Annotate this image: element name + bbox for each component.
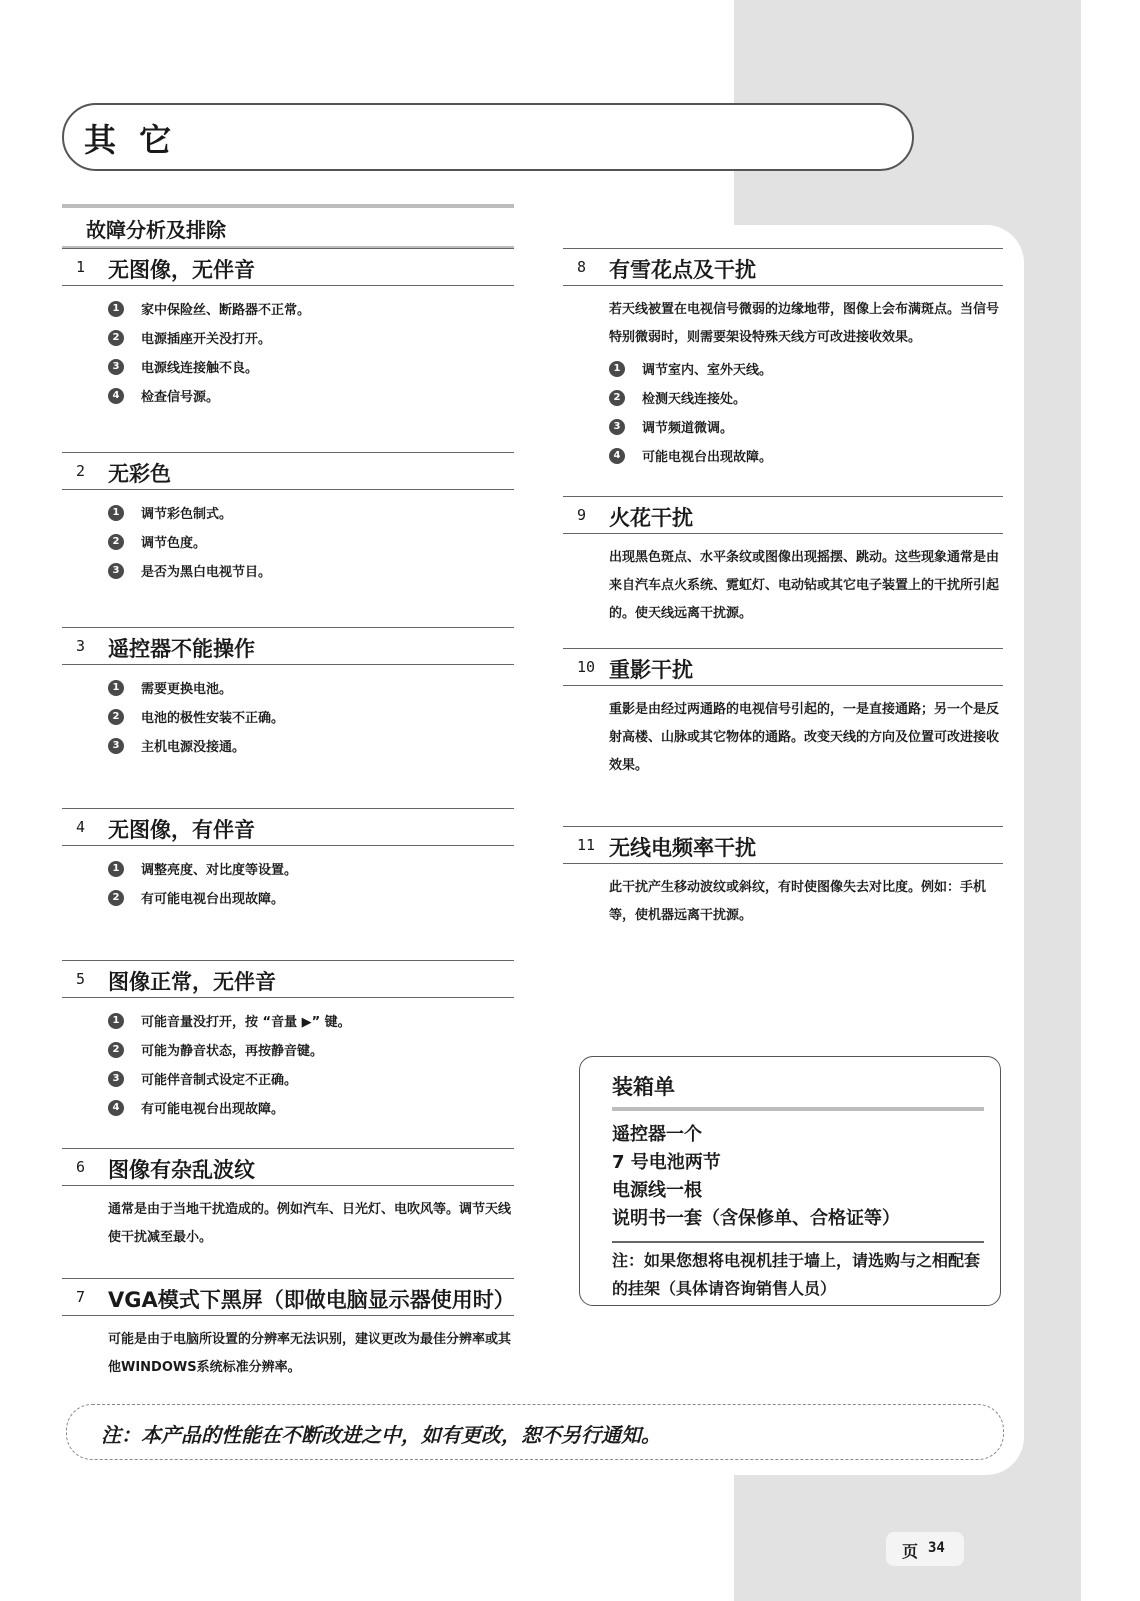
- number-bullet-icon: 1: [108, 1013, 124, 1029]
- list-item: 3 是否为黑白电视节目。: [108, 556, 514, 585]
- number-bullet-icon: 1: [108, 301, 124, 317]
- section-title: 遥控器不能操作: [108, 637, 255, 661]
- section-number: 11: [577, 836, 596, 854]
- section-title: 无线电频率干扰: [609, 836, 756, 860]
- section-8-text: 若天线被置在电视信号微弱的边缘地带，图像上会布满斑点。当信号特别微弱时，则需要架设特殊天线方可改进接收效果。: [609, 302, 1000, 345]
- section-number: 6: [76, 1158, 86, 1176]
- section-3: [62, 627, 514, 760]
- number-bullet-icon: 2: [108, 1042, 124, 1058]
- packing-list: [612, 1121, 900, 1233]
- section-5-items: [62, 998, 514, 1122]
- list-item: 7 号电池两节: [612, 1152, 721, 1173]
- section-4-items: [62, 846, 514, 912]
- list-item: 2 检测天线连接处。: [609, 383, 1003, 412]
- list-item: 3 可能伴音制式设定不正确。: [108, 1064, 514, 1093]
- number-bullet-icon: 2: [108, 330, 124, 346]
- list-item: 2 调节色度。: [108, 527, 514, 556]
- number-bullet-icon: 4: [108, 388, 124, 404]
- number-bullet-icon: 1: [108, 861, 124, 877]
- list-item: 1 调节彩色制式。: [108, 498, 514, 527]
- section-6-header: [62, 1148, 514, 1186]
- list-item: 2 有可能电视台出现故障。: [108, 883, 514, 912]
- packing-list-title: 装箱单: [612, 1075, 675, 1099]
- section-10-text: 重影是由经过两通路的电视信号引起的，一是直接通路；另一个是反射高楼、山脉或其它物体的通路。改变天线的方向及位置可改进接收效果。: [609, 702, 1000, 773]
- list-item: 3 调节频道微调。: [609, 412, 1003, 441]
- number-bullet-icon: 3: [108, 1071, 124, 1087]
- section-6-text: 通常是由于当地干扰造成的。例如汽车、日光灯、电吹风等。调节天线使干扰减至最小。: [108, 1202, 512, 1245]
- section-number: 4: [76, 818, 86, 836]
- bottom-note: 注：本产品的性能在不断改进之中，如有更改，恕不另行通知。: [101, 1423, 661, 1447]
- section-11: [563, 826, 1003, 930]
- section-number: 2: [76, 462, 86, 480]
- list-item: 1 调整亮度、对比度等设置。: [108, 854, 514, 883]
- number-bullet-icon: 1: [108, 680, 124, 696]
- list-item: 1 可能音量没打开，按 “音量 ▶” 键。: [108, 1006, 514, 1035]
- section-number: 3: [76, 637, 86, 655]
- section-4-header: [62, 808, 514, 846]
- section-1-items: [62, 286, 514, 410]
- list-item: 2 电池的极性安装不正确。: [108, 702, 514, 731]
- list-item: 2 可能为静音状态，再按静音键。: [108, 1035, 514, 1064]
- list-item: 说明书一套（含保修单、合格证等）: [612, 1208, 900, 1229]
- section-10-header: [563, 648, 1003, 686]
- fault-analysis-header: [62, 204, 514, 249]
- section-title: 有雪花点及干扰: [609, 258, 756, 282]
- packing-list-box: [579, 1056, 1001, 1306]
- number-bullet-icon: 2: [108, 534, 124, 550]
- section-2: [62, 452, 514, 585]
- list-item: 2 电源插座开关没打开。: [108, 323, 514, 352]
- section-title: 图像正常，无伴音: [108, 970, 276, 994]
- section-number: 7: [76, 1288, 86, 1306]
- section-2-items: [62, 490, 514, 585]
- list-item: 4 可能电视台出现故障。: [609, 441, 1003, 470]
- fault-analysis-title: 故障分析及排除: [86, 218, 226, 242]
- section-1: [62, 248, 514, 410]
- section-9: [563, 496, 1003, 628]
- left-column: [62, 248, 514, 1382]
- section-7: [62, 1278, 514, 1382]
- section-title: VGA模式下黑屏（即做电脑显示器使用时）: [108, 1288, 515, 1312]
- packing-note: 注：如果您想将电视机挂于墙上，请选购与之相配套的挂架（具体请咨询销售人员）: [612, 1251, 981, 1298]
- number-bullet-icon: 2: [609, 390, 625, 406]
- number-bullet-icon: 3: [108, 359, 124, 375]
- section-3-header: [62, 627, 514, 665]
- number-bullet-icon: 1: [108, 505, 124, 521]
- number-bullet-icon: 3: [108, 738, 124, 754]
- section-5: [62, 960, 514, 1122]
- number-bullet-icon: 2: [108, 890, 124, 906]
- section-11-header: [563, 826, 1003, 864]
- section-title: 图像有杂乱波纹: [108, 1158, 255, 1182]
- number-bullet-icon: 3: [609, 419, 625, 435]
- section-10: [563, 648, 1003, 780]
- divider: [612, 1107, 984, 1111]
- right-column: [563, 248, 1003, 930]
- section-1-header: [62, 248, 514, 286]
- list-item: 1 家中保险丝、断路器不正常。: [108, 294, 514, 323]
- section-6: [62, 1148, 514, 1252]
- section-title: 无图像，有伴音: [108, 818, 255, 842]
- section-number: 8: [577, 258, 587, 276]
- section-5-header: [62, 960, 514, 998]
- page-number-badge: [886, 1532, 964, 1566]
- number-bullet-icon: 3: [108, 563, 124, 579]
- section-3-items: [62, 665, 514, 760]
- list-item: 3 电源线连接触不良。: [108, 352, 514, 381]
- page-title-box: [62, 103, 914, 171]
- section-number: 10: [577, 658, 596, 676]
- section-title: 无彩色: [108, 462, 171, 486]
- section-title: 重影干扰: [609, 658, 693, 682]
- list-item: 遥控器一个: [612, 1124, 702, 1145]
- divider: [612, 1241, 984, 1243]
- section-7-header: [62, 1278, 514, 1316]
- number-bullet-icon: 4: [108, 1100, 124, 1116]
- section-title: 火花干扰: [609, 506, 693, 530]
- list-item: 1 调节室内、室外天线。: [609, 354, 1003, 383]
- list-item: 3 主机电源没接通。: [108, 731, 514, 760]
- page-number: 34: [928, 1540, 945, 1556]
- list-item: 4 检查信号源。: [108, 381, 514, 410]
- section-9-header: [563, 496, 1003, 534]
- section-number: 1: [76, 258, 86, 276]
- section-8-items: [563, 352, 1003, 470]
- page-label: 页: [902, 1542, 919, 1561]
- section-number: 9: [577, 506, 587, 524]
- number-bullet-icon: 1: [609, 361, 625, 377]
- section-number: 5: [76, 970, 86, 988]
- section-2-header: [62, 452, 514, 490]
- list-item: 4 有可能电视台出现故障。: [108, 1093, 514, 1122]
- section-4: [62, 808, 514, 912]
- section-11-text: 此干扰产生移动波纹或斜纹，有时使图像失去对比度。例如：手机等，使机器远离干扰源。: [609, 880, 987, 923]
- bottom-note-box: [66, 1404, 1004, 1460]
- section-7-text: 可能是由于电脑所设置的分辨率无法识别，建议更改为最佳分辨率或其他WINDOWS系统标准分辨率。: [108, 1332, 512, 1375]
- section-9-text: 出现黑色斑点、水平条纹或图像出现摇摆、跳动。这些现象通常是由来自汽车点火系统、霓虹灯、电动钻或其它电子装置上的干扰所引起的。使天线远离干扰源。: [609, 550, 1000, 621]
- number-bullet-icon: 2: [108, 709, 124, 725]
- list-item: 1 需要更换电池。: [108, 673, 514, 702]
- section-8: [563, 248, 1003, 470]
- page-title: 其 它: [84, 121, 178, 159]
- section-title: 无图像，无伴音: [108, 258, 255, 282]
- number-bullet-icon: 4: [609, 448, 625, 464]
- list-item: 电源线一根: [612, 1180, 702, 1201]
- section-8-header: [563, 248, 1003, 286]
